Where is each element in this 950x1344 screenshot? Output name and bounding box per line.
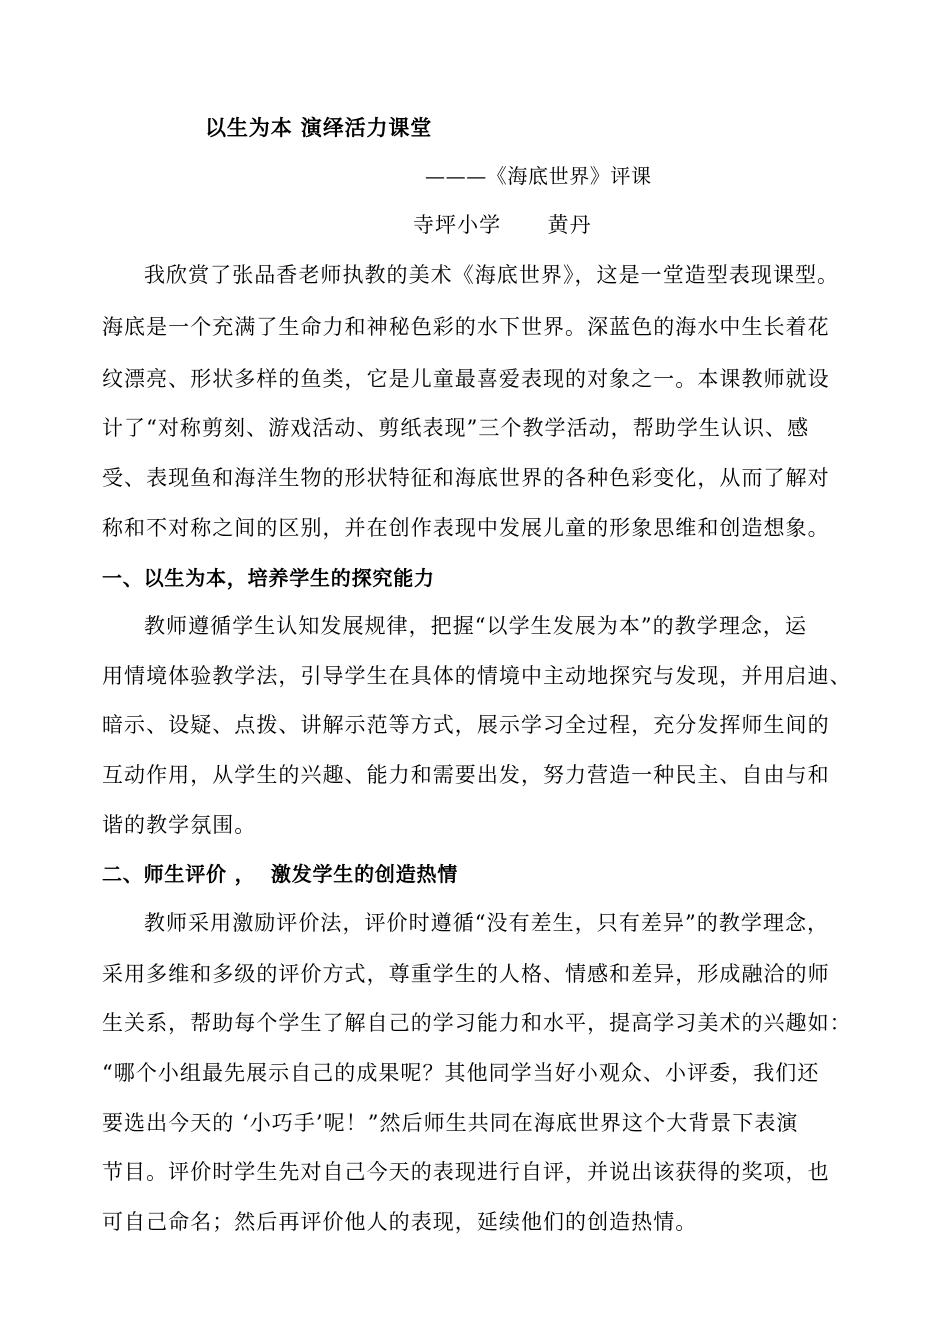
section2-line: 要选出今天的 ‘小巧手’呢！”然后师生共同在海底世界这个大背景下表演	[102, 1111, 799, 1135]
section2-line: 可自己命名；然后再评价他人的表现，延续他们的创造热情。	[102, 1210, 698, 1234]
intro-line: 受、表现鱼和海洋生物的形状特征和海底世界的各种色彩变化，从而了解对	[102, 466, 830, 490]
intro-line: 海底是一个充满了生命力和神秘色彩的水下世界。深蓝色的海水中生长着花	[102, 315, 830, 339]
section2-line: 生关系，帮助每个学生了解自己的学习能力和水平，提高学习美术的兴趣如：	[102, 1011, 852, 1035]
section-heading: 一、以生为本，培养学生的探究能力	[102, 566, 435, 590]
section-heading: 二、师生评价 ， 激发学生的创造热情	[102, 862, 459, 886]
section2-line: “哪个小组最先展示自己的成果呢？其他同学当好小观众、小评委，我们还	[102, 1061, 820, 1085]
document-subtitle: ———《海底世界》评课	[425, 164, 652, 188]
author-line: 寺坪小学 黄丹	[413, 213, 592, 237]
section2-line: 采用多维和多级的评价方式，尊重学生的人格、情感和差异，形成融洽的师	[102, 962, 830, 986]
section1-line: 用情境体验教学法，引导学生在具体的情境中主动地探究与发现，并用启迪、	[102, 664, 852, 688]
section1-line: 谐的教学氛围。	[102, 813, 257, 837]
intro-line: 称和不对称之间的区别，并在创作表现中发展儿童的形象思维和创造想象。	[102, 516, 830, 540]
document-title: 以生为本 演绎活力课堂	[205, 115, 433, 140]
section2-line: 教师采用激励评价法，评价时遵循“没有差生，只有差异”的教学理念，	[144, 911, 830, 935]
intro-line: 我欣赏了张品香老师执教的美术《海底世界》，这是一堂造型表现课型。	[144, 263, 840, 287]
section1-line: 教师遵循学生认知发展规律，把握“以学生发展为本”的教学理念，运	[144, 614, 808, 638]
intro-line: 计了“对称剪刻、游戏活动、剪纸表现”三个教学活动，帮助学生认识、感	[102, 416, 810, 440]
section1-line: 暗示、设疑、点拨、讲解示范等方式，展示学习全过程，充分发挥师生间的	[102, 713, 830, 737]
intro-line: 纹漂亮、形状多样的鱼类，它是儿童最喜爱表现的对象之一。本课教师就设	[102, 367, 830, 391]
section1-line: 互动作用，从学生的兴趣、能力和需要出发，努力营造一种民主、自由与和	[102, 763, 830, 787]
section2-line: 节目。评价时学生先对自己今天的表现进行自评，并说出该获得的奖项，也	[102, 1160, 830, 1184]
